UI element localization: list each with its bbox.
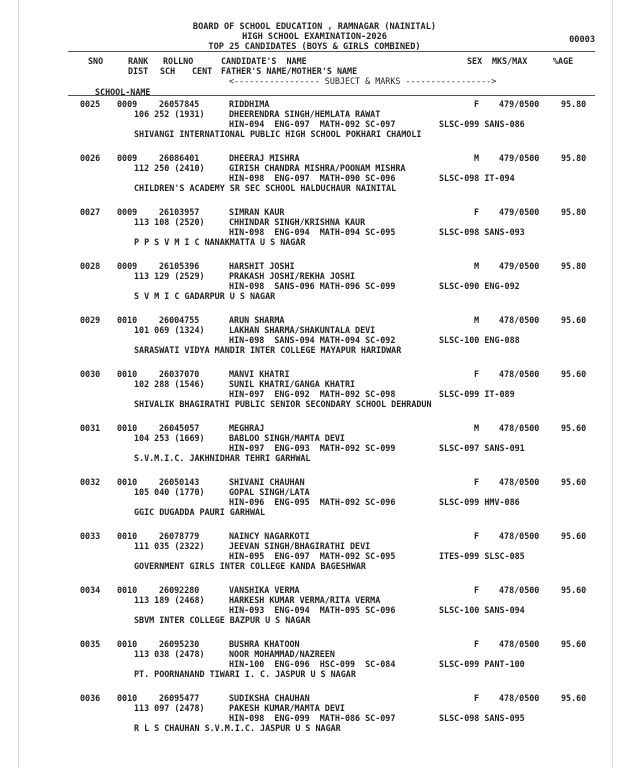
record-subjects: HIN-098 ENG-097 MATH-090 SC-096 [229, 173, 396, 183]
record-parents: SUNIL KHATRI/GANGA KHATRI [229, 379, 356, 389]
record-extra-subjects: SLSC-090 ENG-092 [439, 281, 520, 291]
record-extra-subjects: SLSC-100 SANS-094 [439, 605, 525, 615]
record-codes: 104 253 (1669) [134, 433, 205, 443]
col-school: SCHOOL-NAME [95, 87, 151, 97]
page-number: 00003 [569, 35, 595, 45]
record-rank: 0010 [117, 315, 138, 325]
record-sno: 0033 [80, 531, 101, 541]
record-sno: 0035 [80, 639, 101, 649]
record-rank: 0010 [117, 369, 138, 379]
record-school: S V M I C GADARPUR U S NAGAR [134, 291, 276, 301]
candidate-record [0, 423, 629, 477]
record-parents: PAKESH KUMAR/MAMTA DEVI [229, 703, 345, 713]
col-cent: CENT [192, 66, 213, 76]
record-subjects: HIN-097 ENG-092 MATH-092 SC-098 [229, 389, 396, 399]
candidate-record [0, 315, 629, 369]
record-rollno: 26095230 [159, 639, 200, 649]
record-parents: BABLOO SINGH/MAMTA DEVI [229, 433, 345, 443]
candidate-record [0, 585, 629, 639]
record-codes: 106 252 (1931) [134, 109, 205, 119]
col-sno: SNO [88, 56, 104, 66]
record-rollno: 26050143 [159, 477, 200, 487]
record-sex: M [474, 423, 480, 433]
record-rank: 0010 [117, 477, 138, 487]
record-name: VANSHIKA VERMA [229, 585, 300, 595]
record-parents: CHHINDAR SINGH/KRISHNA KAUR [229, 217, 366, 227]
record-parents: GIRISH CHANDRA MISHRA/POONAM MISHRA [229, 163, 406, 173]
record-school: CHILDREN'S ACADEMY SR SEC SCHOOL HALDUCHAUR NAINITAL [134, 183, 397, 193]
record-parents: PRAKASH JOSHI/REKHA JOSHI [229, 271, 356, 281]
record-rollno: 26037070 [159, 369, 200, 379]
record-name: SUDIKSHA CHAUHAN [229, 693, 310, 703]
record-sno: 0027 [80, 207, 101, 217]
record-name: ARUN SHARMA [229, 315, 285, 325]
record-school: R L S CHAUHAN S.V.M.I.C. JASPUR U S NAGAR [134, 723, 341, 733]
record-sno: 0026 [80, 153, 101, 163]
record-name: BUSHRA KHATOON [229, 639, 300, 649]
candidate-record [0, 207, 629, 261]
col-sch: SCH [160, 66, 176, 76]
record-rollno: 26004755 [159, 315, 200, 325]
record-marks: 478/0500 [499, 423, 540, 433]
record-percentage: 95.80 [561, 207, 587, 217]
record-subjects: HIN-098 SANS-096 MATH-096 SC-099 [229, 281, 396, 291]
record-parents: GOPAL SINGH/LATA [229, 487, 310, 497]
record-codes: 102 288 (1546) [134, 379, 205, 389]
col-name: CANDIDATE'S NAME [221, 56, 307, 66]
record-extra-subjects: SLSC-100 ENG-088 [439, 335, 520, 345]
record-parents: DHEERENDRA SINGH/HEMLATA RAWAT [229, 109, 381, 119]
record-subjects: HIN-097 ENG-093 MATH-092 SC-099 [229, 443, 396, 453]
record-extra-subjects: SLSC-099 HMV-086 [439, 497, 520, 507]
record-percentage: 95.60 [561, 693, 587, 703]
record-rollno: 26095477 [159, 693, 200, 703]
record-school: SBVM INTER COLLEGE BAZPUR U S NAGAR [134, 615, 311, 625]
record-school: SHIVANGI INTERNATIONAL PUBLIC HIGH SCHOOL POKHARI CHAMOLI [134, 129, 422, 139]
record-codes: 105 040 (1770) [134, 487, 205, 497]
col-rollno: ROLLNO [163, 56, 194, 66]
record-rank: 0010 [117, 639, 138, 649]
record-sex: F [474, 207, 480, 217]
record-marks: 478/0500 [499, 477, 540, 487]
record-sno: 0034 [80, 585, 101, 595]
record-name: DHEERAJ MISHRA [229, 153, 300, 163]
record-sex: F [474, 369, 480, 379]
record-extra-subjects: SLSC-098 SANS-095 [439, 713, 525, 723]
record-rollno: 26057845 [159, 99, 200, 109]
record-sno: 0028 [80, 261, 101, 271]
record-rank: 0009 [117, 261, 138, 271]
candidate-record [0, 369, 629, 423]
candidate-record [0, 531, 629, 585]
record-subjects: HIN-100 ENG-096 HSC-099 SC-084 [229, 659, 396, 669]
record-extra-subjects: SLSC-099 IT-089 [439, 389, 515, 399]
record-parents: NOOR MOHAMMAD/NAZREEN [229, 649, 335, 659]
record-marks: 478/0500 [499, 531, 540, 541]
record-sex: F [474, 693, 480, 703]
record-school: GGIC DUGADDA PAURI GARHWAL [134, 507, 266, 517]
record-school: PT. POORNANAND TIWARI I. C. JASPUR U S NAGAR [134, 669, 356, 679]
record-sex: F [474, 639, 480, 649]
record-codes: 113 129 (2529) [134, 271, 205, 281]
record-parents: LAKHAN SHARMA/SHAKUNTALA DEVI [229, 325, 376, 335]
record-name: RIDDHIMA [229, 99, 270, 109]
record-marks: 478/0500 [499, 315, 540, 325]
record-subjects: HIN-096 ENG-095 MATH-092 SC-096 [229, 497, 396, 507]
record-extra-subjects: SLSC-097 SANS-091 [439, 443, 525, 453]
record-school: P P S V M I C NANAKMATTA U S NAGAR [134, 237, 306, 247]
record-extra-subjects: ITES-099 SLSC-085 [439, 551, 525, 561]
candidate-record [0, 261, 629, 315]
record-codes: 113 097 (2478) [134, 703, 205, 713]
record-subjects: HIN-093 ENG-094 MATH-095 SC-096 [229, 605, 396, 615]
record-percentage: 95.80 [561, 261, 587, 271]
record-percentage: 95.60 [561, 585, 587, 595]
record-sno: 0025 [80, 99, 101, 109]
record-sex: F [474, 477, 480, 487]
record-percentage: 95.80 [561, 153, 587, 163]
board-title: BOARD OF SCHOOL EDUCATION , RAMNAGAR (NAINITAL) [192, 22, 437, 32]
col-percentage: %AGE [553, 56, 574, 66]
record-rank: 0010 [117, 585, 138, 595]
record-marks: 479/0500 [499, 99, 540, 109]
record-rollno: 26105396 [159, 261, 200, 271]
record-percentage: 95.60 [561, 315, 587, 325]
record-sex: M [474, 315, 480, 325]
exam-title: HIGH SCHOOL EXAMINATION-2026 [242, 32, 387, 42]
record-marks: 479/0500 [499, 153, 540, 163]
record-name: MANVI KHATRI [229, 369, 290, 379]
candidate-record [0, 693, 629, 747]
record-subjects: HIN-098 ENG-094 MATH-094 SC-095 [229, 227, 396, 237]
record-rollno: 26078779 [159, 531, 200, 541]
record-name: MEGHRAJ [229, 423, 265, 433]
record-sno: 0030 [80, 369, 101, 379]
record-name: SHIVANI CHAUHAN [229, 477, 305, 487]
list-title: TOP 25 CANDIDATES (BOYS & GIRLS COMBINED) [208, 42, 421, 52]
col-sex: SEX [467, 56, 483, 66]
record-rank: 0010 [117, 531, 138, 541]
record-sno: 0036 [80, 693, 101, 703]
record-marks: 479/0500 [499, 207, 540, 217]
record-school: GOVERNMENT GIRLS INTER COLLEGE KANDA BAGESHWAR [134, 561, 366, 571]
record-rank: 0009 [117, 207, 138, 217]
header-rule-top [68, 51, 595, 52]
record-percentage: 95.60 [561, 531, 587, 541]
record-extra-subjects: SLSC-098 SANS-093 [439, 227, 525, 237]
record-percentage: 95.60 [561, 423, 587, 433]
record-parents: JEEVAN SINGH/BHAGIRATHI DEVI [229, 541, 371, 551]
col-marks: MKS/MAX [492, 56, 528, 66]
col-parents: FATHER'S NAME/MOTHER'S NAME [221, 66, 358, 76]
record-sex: F [474, 585, 480, 595]
record-codes: 111 035 (2322) [134, 541, 205, 551]
record-marks: 478/0500 [499, 693, 540, 703]
record-marks: 478/0500 [499, 639, 540, 649]
record-rollno: 26103957 [159, 207, 200, 217]
candidate-record [0, 639, 629, 693]
record-rollno: 26086401 [159, 153, 200, 163]
record-name: HARSHIT JOSHI [229, 261, 295, 271]
record-codes: 101 069 (1324) [134, 325, 205, 335]
record-extra-subjects: SLSC-098 IT-094 [439, 173, 515, 183]
header-rule-bottom [68, 95, 595, 96]
record-sex: M [474, 153, 480, 163]
record-extra-subjects: SLSC-099 SANS-086 [439, 119, 525, 129]
record-sex: F [474, 531, 480, 541]
candidate-record [0, 99, 629, 153]
record-subjects: HIN-098 ENG-099 MATH-086 SC-097 [229, 713, 396, 723]
record-marks: 478/0500 [499, 585, 540, 595]
record-marks: 478/0500 [499, 369, 540, 379]
record-rollno: 26092280 [159, 585, 200, 595]
candidate-record [0, 153, 629, 207]
record-rank: 0010 [117, 423, 138, 433]
record-marks: 479/0500 [499, 261, 540, 271]
record-sno: 0032 [80, 477, 101, 487]
record-name: SIMRAN KAUR [229, 207, 285, 217]
record-codes: 113 108 (2520) [134, 217, 205, 227]
record-codes: 113 189 (2468) [134, 595, 205, 605]
col-subjects: <----------------- SUBJECT & MARKS -----------------> [229, 76, 497, 86]
col-rank: RANK [128, 56, 149, 66]
record-codes: 112 250 (2410) [134, 163, 205, 173]
record-school: SHIVALIK BHAGIRATHI PUBLIC SENIOR SECONDARY SCHOOL DEHRADUN [134, 399, 432, 409]
col-dist: DIST [128, 66, 149, 76]
record-subjects: HIN-095 ENG-097 MATH-092 SC-095 [229, 551, 396, 561]
record-subjects: HIN-094 ENG-097 MATH-092 SC-097 [229, 119, 396, 129]
record-sno: 0029 [80, 315, 101, 325]
candidate-record [0, 477, 629, 531]
record-percentage: 95.60 [561, 477, 587, 487]
record-codes: 113 038 (2478) [134, 649, 205, 659]
record-school: SARASWATI VIDYA MANDIR INTER COLLEGE MAYAPUR HARIDWAR [134, 345, 402, 355]
record-name: NAINCY NAGARKOTI [229, 531, 310, 541]
record-rollno: 26045057 [159, 423, 200, 433]
record-parents: HARKESH KUMAR VERMA/RITA VERMA [229, 595, 381, 605]
record-percentage: 95.60 [561, 639, 587, 649]
record-percentage: 95.60 [561, 369, 587, 379]
record-rank: 0010 [117, 693, 138, 703]
record-percentage: 95.80 [561, 99, 587, 109]
record-rank: 0009 [117, 153, 138, 163]
record-sno: 0031 [80, 423, 101, 433]
record-rank: 0009 [117, 99, 138, 109]
record-sex: M [474, 261, 480, 271]
record-school: S.V.M.I.C. JAKHNIDHAR TEHRI GARHWAL [134, 453, 311, 463]
record-sex: F [474, 99, 480, 109]
record-extra-subjects: SLSC-099 PANT-100 [439, 659, 525, 669]
record-subjects: HIN-098 SANS-094 MATH-094 SC-092 [229, 335, 396, 345]
